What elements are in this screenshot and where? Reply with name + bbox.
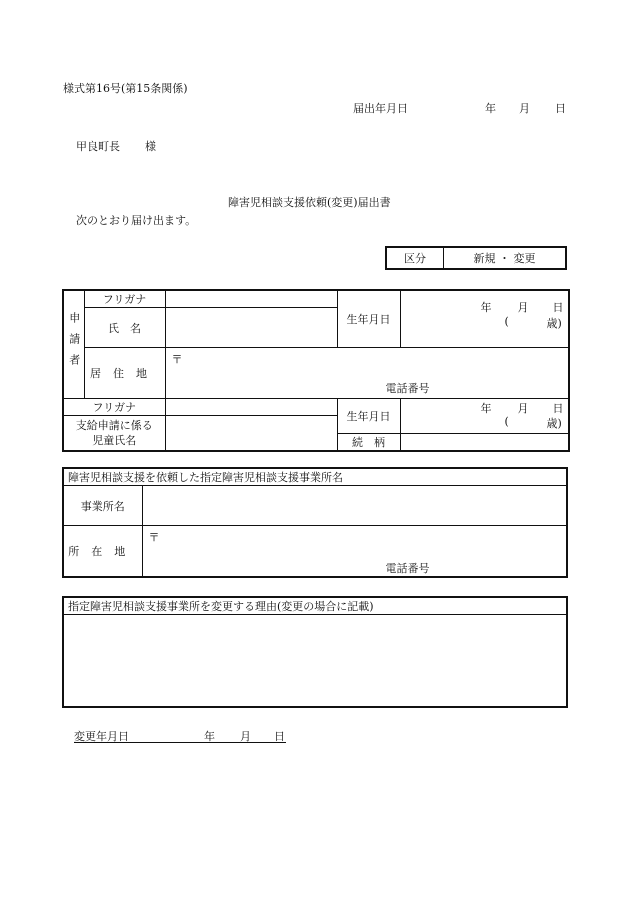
document-title: 障害児相談支援依頼(変更)届出書 xyxy=(228,196,391,209)
postal-mark: 〒 xyxy=(171,353,183,366)
addressee: 甲良町長 xyxy=(76,140,120,153)
child-relation-label: 続 柄 xyxy=(337,434,400,452)
office-name-label: 事業所名 xyxy=(63,486,142,526)
child-relation-field[interactable] xyxy=(400,434,569,452)
office-postal-mark: 〒 xyxy=(148,531,160,544)
applicant-name-label: 氏 名 xyxy=(84,308,165,348)
applicant-name-field[interactable] xyxy=(165,308,337,348)
applicant-furigana-field[interactable] xyxy=(165,290,337,308)
office-address-label: 所在地 xyxy=(63,526,142,578)
child-name-label: 支給申請に係る 児童氏名 xyxy=(63,416,165,452)
applicant-address-label: 居住地 xyxy=(84,348,165,399)
applicant-furigana-label: フリガナ xyxy=(84,290,165,308)
change-date-line[interactable]: 変更年月日 年 月 日 xyxy=(74,730,285,743)
office-heading: 障害児相談支援を依頼した指定障害児相談支援事業所名 xyxy=(63,468,567,486)
month-label: 月 xyxy=(519,102,530,115)
intro-text: 次のとおり届け出ます。 xyxy=(76,214,197,227)
applicant-table xyxy=(62,289,570,452)
child-birthdate-field[interactable]: 年 月 日 ( 歳) xyxy=(400,399,569,434)
child-furigana-field[interactable] xyxy=(165,399,337,416)
child-birthdate-label: 生年月日 xyxy=(337,399,400,434)
office-phone-label: 電話番号 xyxy=(385,562,430,575)
reason-heading: 指定障害児相談支援事業所を変更する理由(変更の場合に記載) xyxy=(63,597,567,615)
child-furigana-label: フリガナ xyxy=(63,399,165,416)
category-label: 区分 xyxy=(386,247,444,269)
reason-field[interactable] xyxy=(63,615,567,707)
year-label: 年 xyxy=(485,102,496,115)
child-name-field[interactable] xyxy=(165,416,337,452)
office-table xyxy=(62,467,568,578)
office-name-field[interactable] xyxy=(142,486,567,526)
applicant-birthdate-label: 生年月日 xyxy=(337,290,400,348)
submission-date-label: 届出年月日 xyxy=(353,102,408,115)
honorific: 様 xyxy=(145,140,156,153)
change-date-label: 変更年月日 xyxy=(74,730,129,743)
category-options[interactable]: 新規 ・ 変更 xyxy=(444,247,567,269)
applicant-phone-label: 電話番号 xyxy=(385,382,430,395)
applicant-group-label: 申請者 xyxy=(63,290,84,399)
category-box xyxy=(385,246,567,270)
form-number: 様式第16号(第15条関係) xyxy=(63,82,188,95)
reason-table xyxy=(62,596,568,708)
day-label: 日 xyxy=(555,102,566,115)
applicant-address-field[interactable] xyxy=(165,348,569,399)
applicant-birthdate-field[interactable]: 年 月 日 ( 歳) xyxy=(400,290,569,348)
office-address-field[interactable] xyxy=(142,526,567,578)
